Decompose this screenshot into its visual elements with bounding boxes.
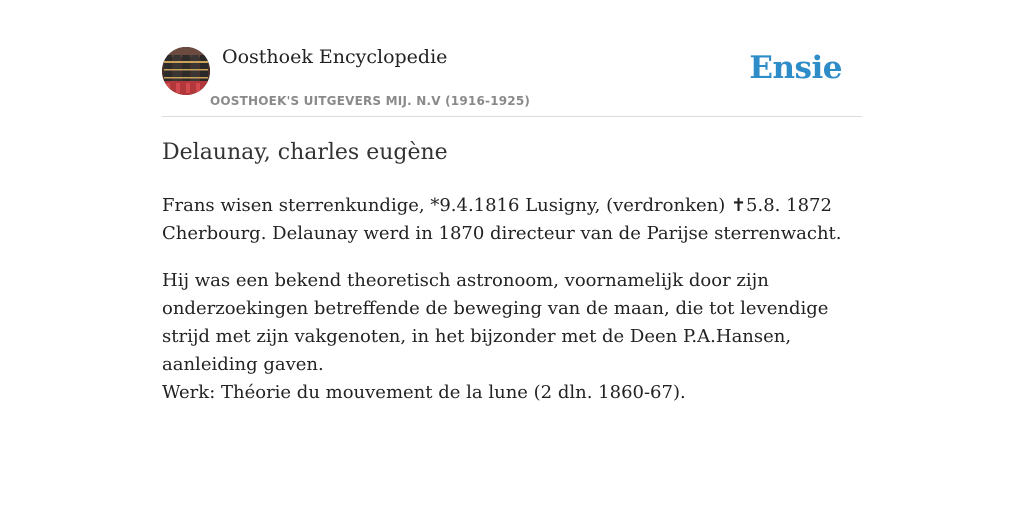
books-icon[interactable]: [162, 47, 210, 95]
ensie-logo-link[interactable]: Ensie: [749, 50, 842, 86]
source-subtitle: OOSTHOEK'S UITGEVERS MIJ. N.V (1916-1925): [210, 94, 531, 108]
entry-paragraph-1: Frans wisen sterrenkundige, *9.4.1816 Lusigny, (verdronken) ✝5.8. 1872 Cherbourg. Delaunay werd in 1870 directeur van de Parijse sterrenwacht.: [162, 195, 842, 244]
source-header: [162, 0, 862, 117]
page-content: [162, 0, 862, 403]
entry-paragraph-2: Hij was een bekend theoretisch astronoom, voornamelijk door zijn onderzoekingen betreffende de beweging van de maan, die tot levendige strijd met zijn vakgenoten, in het bijzonder met de Deen P.A.Hansen, aanleiding gaven.: [162, 270, 829, 375]
entry-paragraph-3: Werk: Théorie du mouvement de la lune (2 dln. 1860-67).: [162, 382, 686, 403]
source-title[interactable]: Oosthoek Encyclopedie: [222, 46, 448, 68]
entry-title: Delaunay, charles eugène: [162, 140, 448, 165]
